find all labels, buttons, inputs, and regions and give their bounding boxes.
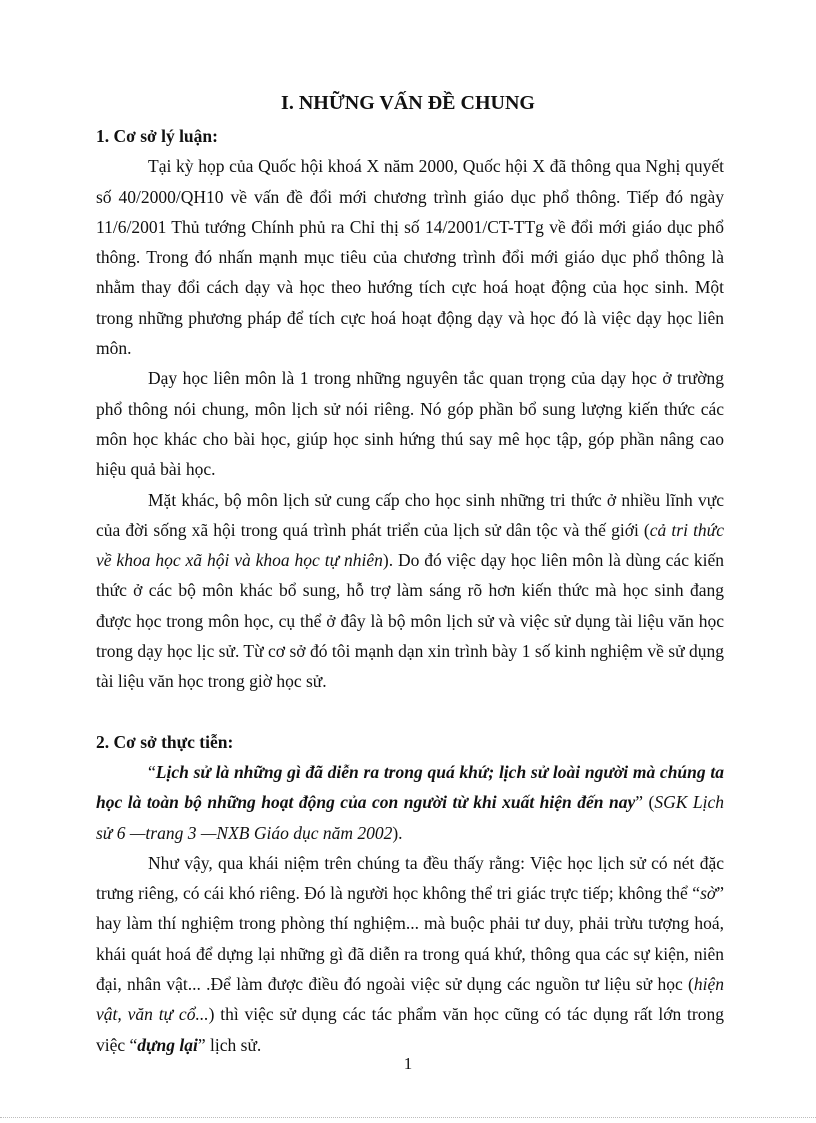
page-break-line xyxy=(0,1117,816,1118)
paragraph-5-text-b: ” hay làm thí nghiệm trong phòng thí nghiệm... mà buộc phải tư duy, phải trừu tượng hoá, khái quát hoá để dựng lại những gì đã diễn ra trong quá khứ, thông qua các sự kiện, niên đại, nhân vật... .Để làm được điều đó ngoài việc sử dụng các nguồn tư liệu sử học ( xyxy=(96,883,724,995)
quote-open-mark: “ xyxy=(148,761,156,782)
page-number: 1 xyxy=(403,1054,413,1073)
quote-paragraph xyxy=(96,757,724,848)
paragraph-3-text-a: Mặt khác, bộ môn lịch sử cung cấp cho học sinh những tri thức ở nhiều lĩnh vực của đời sống xã hội trong quá trình phát triển của lịch sử dân tộc và thế giới ( xyxy=(96,489,724,540)
paragraph-3-italic: cả tri thức về khoa học xã hội và khoa học tự nhiên xyxy=(96,519,724,571)
paragraph-5-so: sờ xyxy=(700,883,717,904)
page-title: I. NHỮNG VẤN ĐỀ CHUNG xyxy=(281,92,535,114)
paragraph-3-text-b: ). Do đó việc dạy học liên môn là dùng các kiến thức ở các bộ môn khác bổ sung, hỗ trợ làm sáng rõ hơn kiến thức mà học sinh đang được học trong môn học, cụ thể ở đây là bộ môn lịch sử và việc sử dụng tài liệu văn học trong dạy học lịc sử. Từ cơ sở đó tôi mạnh dạn xin trình bày 1 số kinh nghiệm về sử dụng tài liệu văn học trong giờ học sử. xyxy=(96,550,725,692)
section-gap xyxy=(96,697,724,727)
document-body xyxy=(96,121,724,1060)
section-heading-1: 1. Cơ sở lý luận: xyxy=(96,126,218,146)
quote-source: SGK Lịch sử 6 —trang 3 —NXB Giáo dục năm 2002 xyxy=(96,792,724,843)
quote-text: Lịch sử là những gì đã diễn ra trong quá khứ; lịch sử loài người mà chúng ta học là toàn bộ những hoạt động của con người từ khi xuất hiện đến nay xyxy=(96,761,724,813)
quote-source-end: ). xyxy=(392,822,403,843)
paragraph-2: Dạy học liên môn là 1 trong những nguyên tắc quan trọng của dạy học ở trường phổ thông nói chung, môn lịch sử nói riêng. Nó góp phần bổ sung lượng kiến thức các môn học khác cho bài học, giúp học sinh hứng thú say mê học tập, góp phần nâng cao hiệu quả bài học. xyxy=(96,368,724,480)
paragraph-5-italic: hiện vật, văn tự cổ... xyxy=(96,974,724,1025)
paragraph-1: Tại kỳ họp của Quốc hội khoá X năm 2000, Quốc hội X đã thông qua Nghị quyết số 40/2000/QH10 về vấn đề đổi mới chương trình giáo dục phổ thông. Tiếp đó ngày 11/6/2001 Thủ tướng Chính phủ ra Chỉ thị số 14/2001/CT-TTg về đổi mới giáo dục phổ thông. Trong đó nhấn mạnh mục tiêu của chương trình đổi mới giáo dục phổ thông là nhằm thay đổi cách dạy và học theo hướng tích cực hoá hoạt động của học sinh. Một trong những phương pháp để tích cực hoá hoạt động dạy và học đó là việc dạy học liên môn. xyxy=(96,156,724,359)
paragraph-5-text-d: ” lịch sử. xyxy=(197,1034,262,1055)
paragraph-5 xyxy=(96,848,724,1060)
paragraph-5-text-c: ) thì việc sử dụng các tác phẩm văn học cũng có tác dụng rất lớn trong việc “ xyxy=(96,1004,724,1055)
paragraph-3 xyxy=(96,485,724,697)
paragraph-5-bold-italic: dựng lại xyxy=(137,1034,198,1055)
section-heading-2: 2. Cơ sở thực tiễn: xyxy=(96,731,234,752)
quote-close-mark: ” ( xyxy=(635,792,655,813)
paragraph-5-text-a: Như vậy, qua khái niệm trên chúng ta đều thấy rằng: Việc học lịch sử có nét đặc trưng riêng, có cái khó riêng. Đó là người học không thể tri giác trực tiếp; không thể “ xyxy=(96,852,724,904)
